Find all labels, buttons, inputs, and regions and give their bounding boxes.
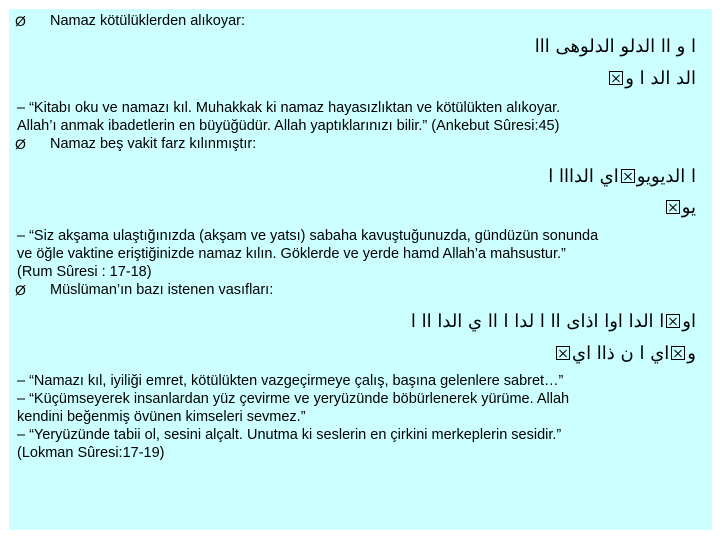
arabic-verse-2-text-b: اي الدااا ا (548, 166, 619, 187)
missing-glyph-icon (666, 314, 680, 328)
arabic-verse-1-text: الد الد ا و (625, 68, 696, 89)
rum-text-line-2: ve öğle vaktine eriştiğinizde namaz kılın. Göklerde ve yerde hamd Allah’a mahsustur.” (17, 246, 566, 262)
bullet-arrow-icon: Ø (15, 282, 26, 298)
rum-text-line-1: – “Siz akşama ulaştığınızda (akşam ve yatsı) sabaha kavuştuğunuzda, gündüzün sonunda (17, 228, 599, 244)
heading-vasiflar: Müslüman’ın bazı istenen vasıfları: (50, 282, 274, 298)
ankebut-text-line-1: – “Kitabı oku ve namazı kıl. Muhakkak ki namaz hayasızlıktan ve kötülükten alıkoyar. (17, 100, 561, 116)
missing-glyph-icon (666, 200, 680, 214)
slide (9, 9, 712, 530)
rum-text-line-3: (Rum Sûresi : 17-18) (17, 264, 152, 280)
missing-glyph-icon (609, 71, 623, 85)
arabic-verse-3-text-b: ا الدا اوا اذاى اا ا لدا ا اا ي الدا اا ا (410, 311, 665, 332)
arabic-verse-2-text-c: يو (681, 197, 696, 218)
arabic-verse-2-line-2 (664, 196, 696, 220)
arabic-verse-3-text-d: اي ا ن ذاا اي (571, 343, 670, 364)
missing-glyph-icon (556, 346, 570, 360)
bullet-arrow-icon: Ø (15, 136, 26, 152)
lokman-text-line-3: kendini beğenmiş övünen kimseleri sevmez.” (17, 409, 306, 425)
lokman-text-line-5: (Lokman Sûresi:17-19) (17, 445, 165, 461)
arabic-verse-2-text-a: ا الديويو (636, 166, 696, 187)
arabic-verse-3-line-2 (554, 342, 696, 366)
arabic-verse-1-line-2 (607, 67, 696, 91)
heading-bes-vakit: Namaz beş vakit farz kılınmıştır: (50, 136, 257, 152)
arabic-verse-3-text-c: و (687, 343, 696, 364)
arabic-verse-3-line-1 (411, 310, 696, 334)
lokman-text-line-1: – “Namazı kıl, iyiliği emret, kötülükten vazgeçirmeye çalış, başına gelenlere sabret…” (17, 373, 564, 389)
arabic-verse-1-line-1: ا و اا الدلو الدلوهى ااا (534, 36, 696, 57)
lokman-text-line-2: – “Küçümseyerek insanlardan yüz çevirme ve yeryüzünde böbürlenerek yürüme. Allah (17, 391, 570, 407)
ankebut-text-line-2: Allah’ı anmak ibadetlerin en büyüğüdür. Allah yaptıklarınızı bilir.” (Ankebut Sûresi:45) (17, 118, 560, 134)
heading-namaz-alikoyar: Namaz kötülüklerden alıkoyar: (50, 13, 246, 29)
lokman-text-line-4: – “Yeryüzünde tabii ol, sesini alçalt. Unutma ki seslerin en çirkini merkeplerin sesidir.” (17, 427, 562, 443)
arabic-verse-2-line-1 (548, 165, 696, 189)
missing-glyph-icon (671, 346, 685, 360)
bullet-arrow-icon: Ø (15, 13, 26, 29)
missing-glyph-icon (621, 169, 635, 183)
arabic-verse-3-text-a: او (682, 311, 696, 332)
